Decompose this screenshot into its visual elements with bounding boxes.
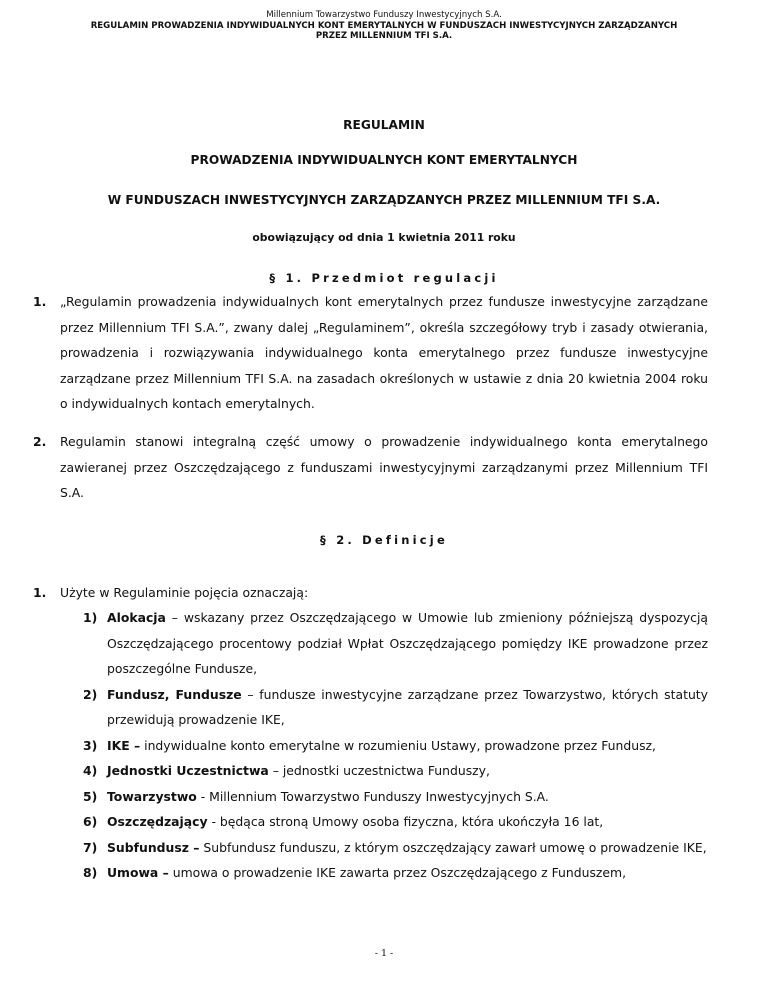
definition-number: 6) bbox=[83, 814, 98, 829]
definition-text: umowa o prowadzenie IKE zawarta przez Oszczędzającego z Funduszem, bbox=[168, 865, 627, 880]
paragraph-text: „Regulamin prowadzenia indywidualnych kont emerytalnych przez fundusze inwestycyjne zarządzane przez Millennium TFI S.A.”, zwany dalej „Regulaminem”, określa szczegółowy tryb i zasady otwierania, prowadzenia i rozwiązywania indywidualnego konta emerytalnego przez fundusze inwestycyjne zarządzane przez Millennium TFI S.A. na zasadach określonych w ustawie z dnia 20 kwietnia 2004 roku o indywidualnych kontach emerytalnych. bbox=[60, 294, 708, 411]
definition-number: 3) bbox=[83, 737, 98, 753]
definition-item bbox=[83, 605, 708, 682]
definition-text: – wskazany przez Oszczędzającego w Umowie lub zmieniony późniejszą dyspozycją Oszczędzającego procentowy podział Wpłat Oszczędzającego pomiędzy IKE prowadzone przez poszczególne Fundusze, bbox=[107, 610, 708, 676]
section-1-paragraph-1 bbox=[33, 289, 708, 417]
definition-text: - Millennium Towarzystwo Funduszy Inwestycyjnych S.A. bbox=[196, 788, 549, 804]
header-document-title-line1: REGULAMIN PROWADZENIA INDYWIDUALNYCH KONT EMERYTALNYCH W FUNDUSZACH INWESTYCYJNYCH ZARZĄDZANYCH bbox=[90, 20, 678, 31]
definitions-list bbox=[83, 605, 708, 886]
definition-term: Umowa – bbox=[107, 865, 169, 880]
definition-term: Oszczędzający bbox=[107, 814, 208, 829]
effective-date: obowiązujący od dnia 1 kwietnia 2011 roku bbox=[252, 231, 516, 244]
definition-text: indywidualne konto emerytalne w rozumieniu Ustawy, prowadzone przez Fundusz, bbox=[140, 737, 656, 753]
section-2-heading: § 2. Definicje bbox=[320, 533, 448, 547]
header-document-title-line2: PRZEZ MILLENNIUM TFI S.A. bbox=[315, 31, 453, 41]
definition-item bbox=[83, 860, 708, 886]
definition-text: Subfundusz funduszu, z którym oszczędzający zawarł umowę o prowadzenie IKE, bbox=[199, 839, 707, 855]
definition-item bbox=[83, 835, 708, 861]
section-2-intro bbox=[33, 580, 708, 606]
definition-item bbox=[83, 784, 708, 810]
section-1-paragraph-2 bbox=[33, 429, 708, 506]
paragraph-number: 1. bbox=[33, 294, 47, 309]
paragraph-number: 2. bbox=[33, 434, 47, 449]
section-1-heading: § 1. Przedmiot regulacji bbox=[269, 271, 499, 285]
definition-number: 8) bbox=[83, 865, 98, 880]
document-title: REGULAMIN bbox=[343, 118, 425, 132]
definition-item bbox=[83, 733, 708, 759]
paragraph-text: Użyte w Regulaminie pojęcia oznaczają: bbox=[60, 585, 309, 600]
definition-item bbox=[83, 809, 708, 835]
definition-term: IKE – bbox=[107, 737, 141, 753]
definition-term: Subfundusz – bbox=[107, 839, 200, 855]
definition-term: Towarzystwo bbox=[107, 788, 197, 804]
header-organization: Millennium Towarzystwo Funduszy Inwestycyjnych S.A. bbox=[266, 10, 502, 20]
definition-term: Fundusz, Fundusze bbox=[107, 686, 242, 702]
paragraph-number: 1. bbox=[33, 585, 47, 600]
definition-text: – jednostki uczestnictwa Funduszy, bbox=[268, 763, 490, 778]
definition-term: Alokacja bbox=[107, 610, 166, 625]
definition-text: – fundusze inwestycyjne zarządzane przez Towarzystwo, których statuty przewidują prowadzenie IKE, bbox=[107, 686, 708, 727]
page-number: - 1 - bbox=[374, 948, 394, 959]
definition-number: 1) bbox=[83, 610, 98, 625]
definition-number: 5) bbox=[83, 788, 98, 804]
document-subtitle-line2: W FUNDUSZACH INWESTYCYJNYCH ZARZĄDZANYCH PRZEZ MILLENNIUM TFI S.A. bbox=[107, 193, 661, 207]
definition-item bbox=[83, 758, 708, 784]
definition-item bbox=[83, 682, 708, 733]
definition-number: 2) bbox=[83, 686, 98, 702]
definition-text: - będąca stroną Umowy osoba fizyczna, która ukończyła 16 lat, bbox=[207, 814, 604, 829]
definition-number: 4) bbox=[83, 763, 98, 778]
page-header bbox=[0, 10, 768, 42]
definition-term: Jednostki Uczestnictwa bbox=[107, 763, 269, 778]
definition-number: 7) bbox=[83, 839, 98, 855]
document-subtitle-line1: PROWADZENIA INDYWIDUALNYCH KONT EMERYTALNYCH bbox=[190, 153, 578, 167]
paragraph-text: Regulamin stanowi integralną część umowy o prowadzenie indywidualnego konta emerytalnego zawieranej przez Oszczędzającego z funduszami inwestycyjnymi zarządzanymi przez Millennium TFI S.A. bbox=[60, 434, 708, 500]
